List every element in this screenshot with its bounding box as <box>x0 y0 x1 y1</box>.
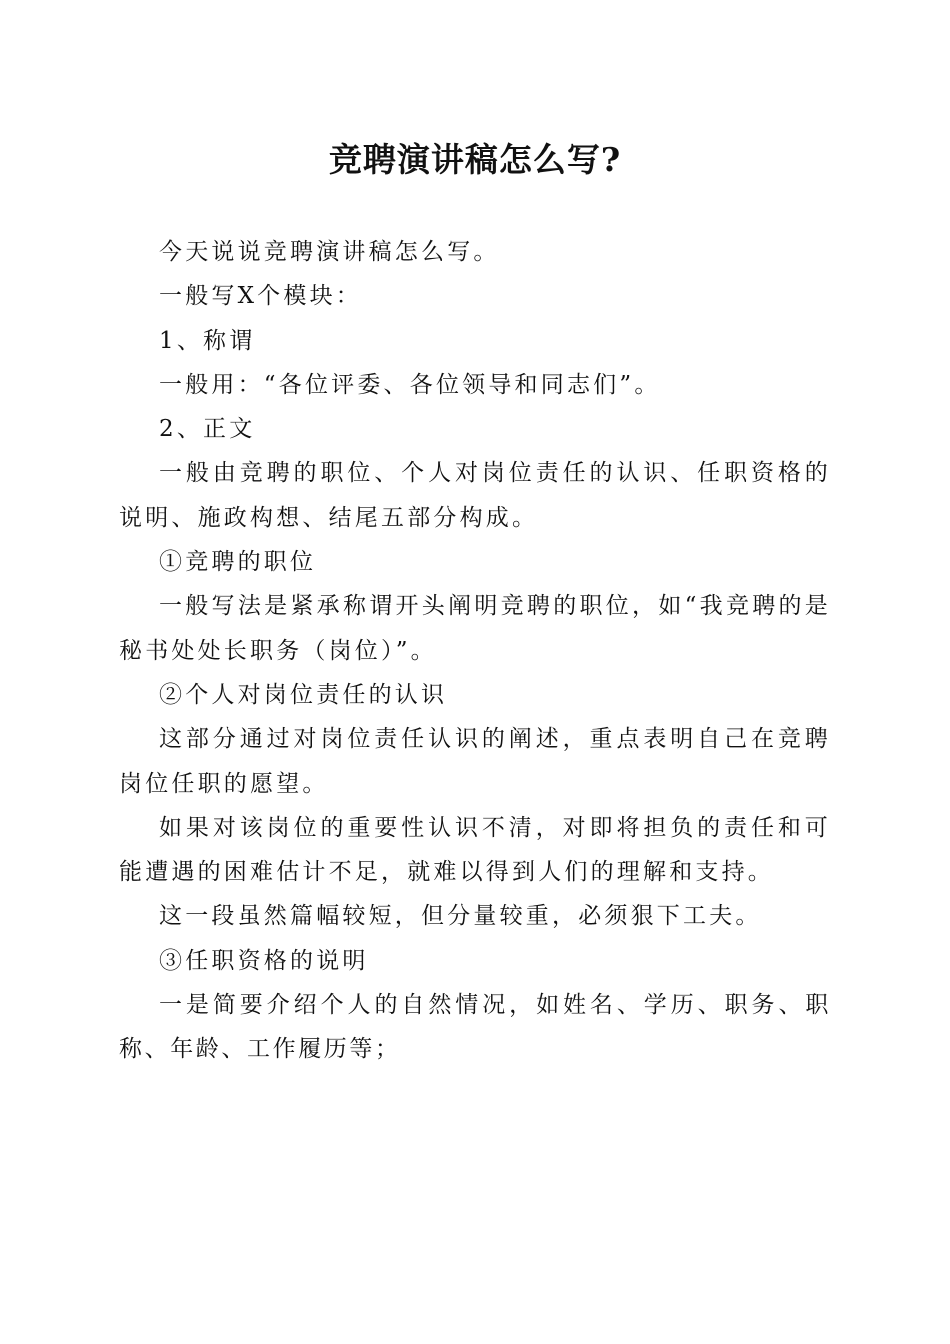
paragraph-salutation: 一般用：“各位评委、各位领导和同志们”。 <box>159 371 661 398</box>
subheading-qualification: ③任职资格的说明 <box>159 947 369 974</box>
paragraph-position: 一般写法是紧承称谓开头阐明竞聘的职位，如“我竞聘的是秘书处处长职务（岗位）”。 <box>119 593 831 664</box>
subheading-responsibility: ②个人对岗位责任的认识 <box>159 681 448 708</box>
paragraph-importance: 如果对该岗位的重要性认识不清，对即将担负的责任和可能遭遇的困难估计不足，就难以得到人们的理解和支持。 <box>119 814 831 886</box>
subheading-position: ①竞聘的职位 <box>159 549 317 576</box>
paragraph-main-text: 一般由竞聘的职位、个人对岗位责任的认识、任职资格的说明、施政构想、结尾五部分构成。 <box>119 460 831 531</box>
paragraph-intro: 今天说说竞聘演讲稿怎么写。 <box>159 239 500 265</box>
document-title: 竞聘演讲稿怎么写? <box>328 140 622 179</box>
paragraph-effort: 这一段虽然篇幅较短，但分量较重，必须狠下工夫。 <box>159 903 762 930</box>
heading-salutation: 1、称谓 <box>159 327 256 354</box>
paragraph-qualification: 一是简要介绍个人的自然情况，如姓名、学历、职务、职称、年龄、工作履历等； <box>119 992 831 1063</box>
paragraph-responsibility: 这部分通过对岗位责任认识的阐述，重点表明自己在竞聘岗位任职的愿望。 <box>119 726 831 797</box>
document-body <box>119 230 831 1072</box>
heading-main-text: 2、正文 <box>159 416 256 443</box>
paragraph-modules: 一般写X个模块： <box>159 283 362 310</box>
